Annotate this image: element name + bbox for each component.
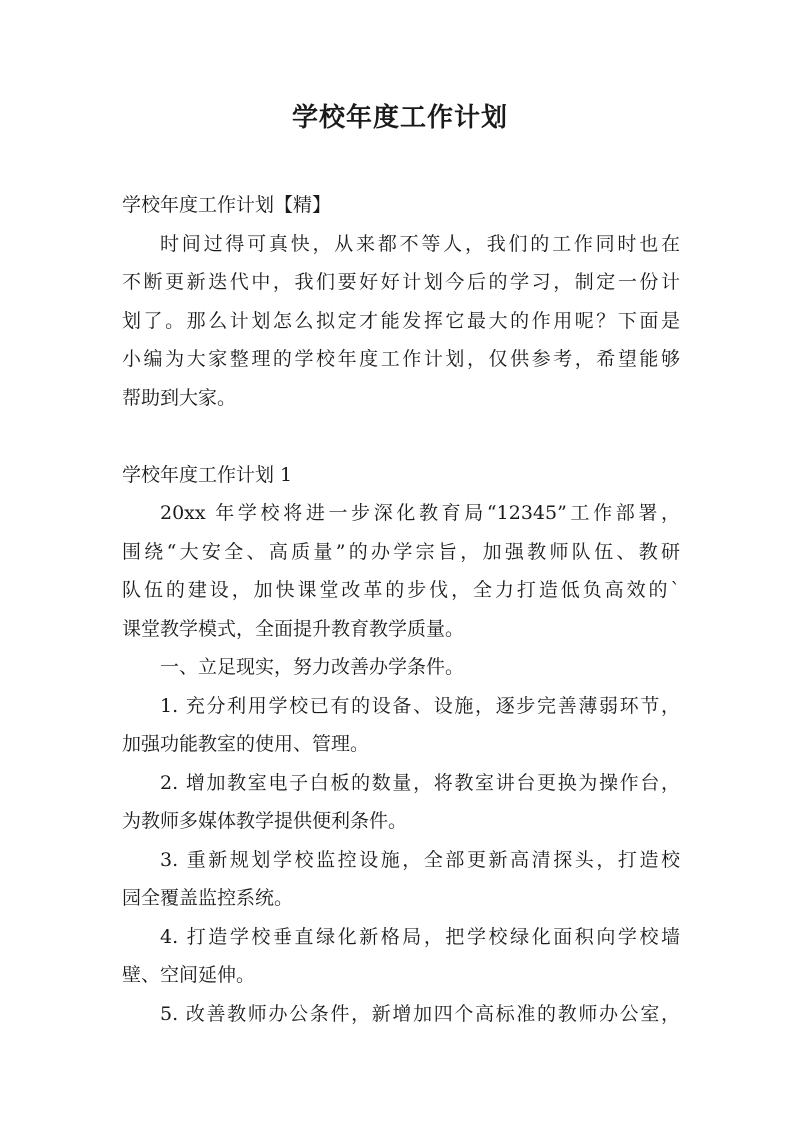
section-line: 4. 打造学校垂直绿化新格局，把学校绿化面积向学校墙	[160, 925, 680, 948]
document-body	[122, 186, 680, 1033]
section-line: 课堂教学模式，全面提升教育教学质量。	[122, 617, 465, 640]
intro-line: 划了。那么计划怎么拟定才能发挥它最大的作用呢？下面是	[122, 309, 680, 332]
intro-line: 时间过得可真快，从来都不等人，我们的工作同时也在	[160, 232, 680, 255]
intro-line: 小编为大家整理的学校年度工作计划，仅供参考，希望能够	[122, 348, 680, 370]
section-line: 一、立足现实，努力改善办学条件。	[160, 656, 465, 678]
section-line: 20xx 年学校将进一步深化教育局“12345”工作部署，	[160, 502, 680, 524]
section-line: 队伍的建设，加快课堂改革的步伐，全力打造低负高效的`	[122, 579, 680, 601]
section-line: 5. 改善教师办公条件，新增加四个高标准的教师办公室，	[160, 1002, 680, 1025]
section-line: 2. 增加教室电子白板的数量，将教室讲台更换为操作台，	[160, 771, 680, 794]
section-line: 3. 重新规划学校监控设施，全部更新高清探头，打造校	[160, 848, 680, 871]
document-title: 学校年度工作计划	[291, 103, 508, 133]
section-heading: 学校年度工作计划 1	[122, 463, 293, 486]
section-line: 加强功能教室的使用、管理。	[122, 733, 370, 755]
section-line: 围绕“大安全、高质量”的办学宗旨，加强教师队伍、教研	[122, 540, 680, 563]
section-line: 园全覆盖监控系统。	[122, 887, 294, 909]
intro-line: 不断更新迭代中，我们要好好计划今后的学习，制定一份计	[122, 271, 680, 293]
document-subtitle: 学校年度工作计划【精】	[122, 194, 332, 216]
section-line: 为教师多媒体教学提供便利条件。	[122, 810, 408, 832]
section-line: 壁、空间延伸。	[122, 964, 256, 986]
paragraph-gap	[122, 417, 680, 456]
intro-line: 帮助到大家。	[122, 386, 237, 409]
section-line: 1. 充分利用学校已有的设备、设施，逐步完善薄弱环节，	[160, 694, 680, 717]
